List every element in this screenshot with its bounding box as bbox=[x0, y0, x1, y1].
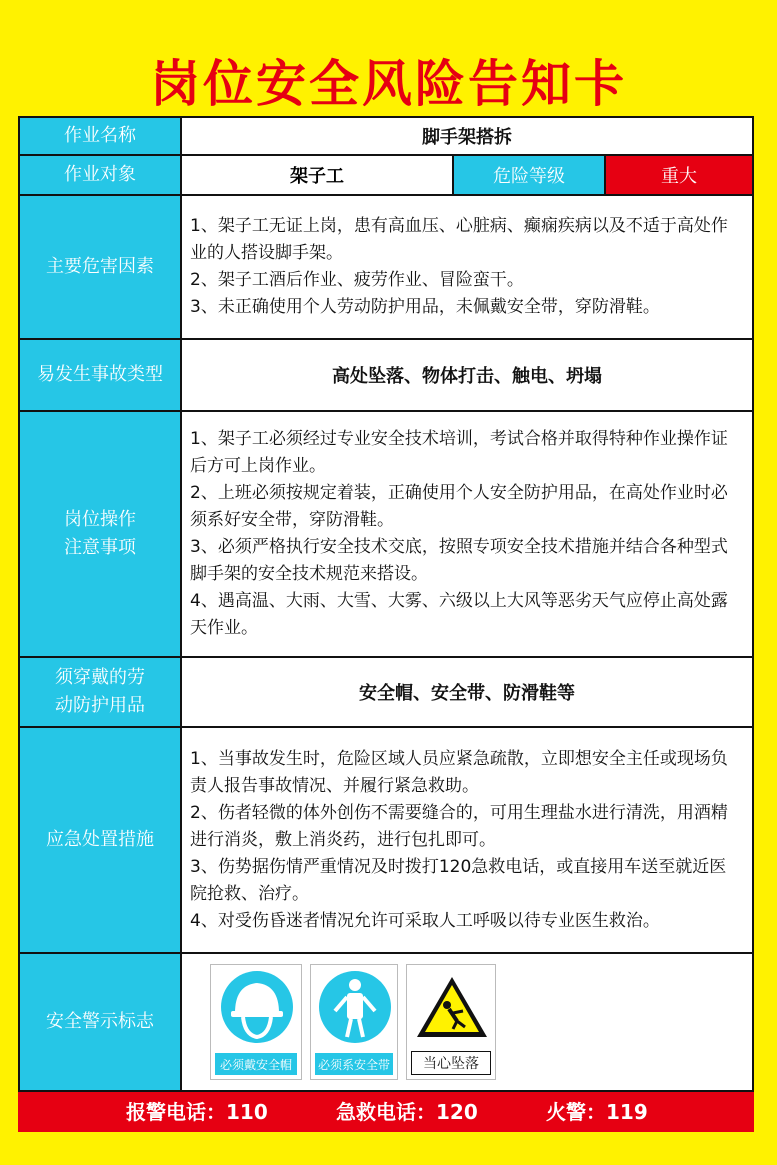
row-operation bbox=[20, 412, 752, 658]
emergency-item: 4、对受伤昏迷者情况允许可采取人工呼吸以待专业医生救治。 bbox=[190, 910, 660, 931]
emergency-list bbox=[182, 728, 752, 952]
risk-level-label: 危险等级 bbox=[452, 156, 604, 194]
alarm-phone: 报警电话：110 bbox=[126, 1100, 268, 1124]
hazard-item: 2、架子工酒后作业、疲劳作业、冒险蛮干。 bbox=[190, 270, 524, 290]
accident-type-value: 高处坠落、物体打击、触电、坍塌 bbox=[332, 366, 602, 387]
ppe-label bbox=[20, 658, 182, 726]
accident-type-label: 易发生事故类型 bbox=[20, 340, 182, 410]
signs-label: 安全警示标志 bbox=[20, 954, 182, 1090]
ppe-label-line2: 动防护用品 bbox=[55, 695, 145, 716]
operation-label-line2: 注意事项 bbox=[64, 537, 136, 558]
risk-level-value: 重大 bbox=[604, 156, 752, 194]
emergency-item: 3、伤势据伤情严重情况及时拨打120急救电话，或直接用车送至就近医院抢救、治疗。 bbox=[190, 856, 727, 904]
ppe-value: 安全帽、安全带、防滑鞋等 bbox=[359, 683, 575, 704]
emergency-item: 1、当事故发生时，危险区域人员应紧急疏散，立即想安全主任或现场负责人报告事故情况、并履行紧急救助。 bbox=[190, 748, 728, 796]
row-work-target bbox=[20, 156, 752, 196]
signs-area bbox=[182, 954, 752, 1090]
card-title: 岗位安全风险告知卡 bbox=[150, 55, 627, 113]
work-target-label: 作业对象 bbox=[20, 156, 182, 194]
fall-warning-icon bbox=[407, 965, 497, 1055]
fire-phone: 火警：119 bbox=[546, 1100, 648, 1124]
emergency-item: 2、伤者轻微的体外创伤不需要缝合的，可用生理盐水进行清洗，用酒精进行消炎，敷上消炎药，进行包扎即可。 bbox=[190, 802, 728, 850]
ambulance-phone: 急救电话：120 bbox=[336, 1100, 478, 1124]
sign-caption: 必须系安全带 bbox=[315, 1053, 393, 1075]
helmet-icon bbox=[211, 965, 303, 1055]
emergency-label: 应急处置措施 bbox=[20, 728, 182, 952]
operation-item: 2、上班必须按规定着装，正确使用个人安全防护用品，在高处作业时必须系好安全带，穿防滑鞋。 bbox=[190, 483, 728, 530]
sign-caption: 必须戴安全帽 bbox=[215, 1053, 297, 1075]
operation-list bbox=[182, 412, 752, 656]
row-ppe bbox=[20, 658, 752, 728]
hazard-item: 1、架子工无证上岗，患有高血压、心脏病、癫痫疾病以及不适于高处作业的人搭设脚手架。 bbox=[190, 216, 728, 263]
harness-icon bbox=[311, 965, 399, 1055]
row-emergency bbox=[20, 728, 752, 954]
operation-item: 3、必须严格执行安全技术交底，按照专项安全技术措施并结合各种型式脚手架的安全技术规范来搭设。 bbox=[190, 537, 728, 584]
row-signs bbox=[20, 954, 752, 1090]
ppe-label-line1: 须穿戴的劳 bbox=[55, 667, 145, 688]
row-work-name bbox=[20, 118, 752, 156]
sign-caption: 当心坠落 bbox=[411, 1051, 491, 1075]
sign-fall-warning bbox=[406, 964, 496, 1080]
emergency-phone-bar bbox=[18, 1092, 754, 1132]
sign-harness bbox=[310, 964, 398, 1080]
operation-item: 4、遇高温、大雨、大雪、大雾、六级以上大风等恶劣天气应停止高处露天作业。 bbox=[190, 591, 728, 638]
hazards-label: 主要危害因素 bbox=[20, 196, 182, 338]
sign-helmet bbox=[210, 964, 302, 1080]
operation-label-line1: 岗位操作 bbox=[64, 509, 136, 530]
row-accident-type bbox=[20, 340, 752, 412]
work-name-label: 作业名称 bbox=[20, 118, 182, 154]
operation-item: 1、架子工必须经过专业安全技术培训，考试合格并取得特种作业操作证后方可上岗作业。 bbox=[190, 429, 728, 476]
risk-card bbox=[18, 116, 754, 1092]
hazards-list bbox=[182, 196, 752, 338]
operation-label bbox=[20, 412, 182, 656]
work-name-value: 脚手架搭拆 bbox=[422, 127, 512, 148]
hazard-item: 3、未正确使用个人劳动防护用品，未佩戴安全带，穿防滑鞋。 bbox=[190, 297, 660, 317]
row-hazards bbox=[20, 196, 752, 340]
work-target-value: 架子工 bbox=[290, 166, 344, 187]
